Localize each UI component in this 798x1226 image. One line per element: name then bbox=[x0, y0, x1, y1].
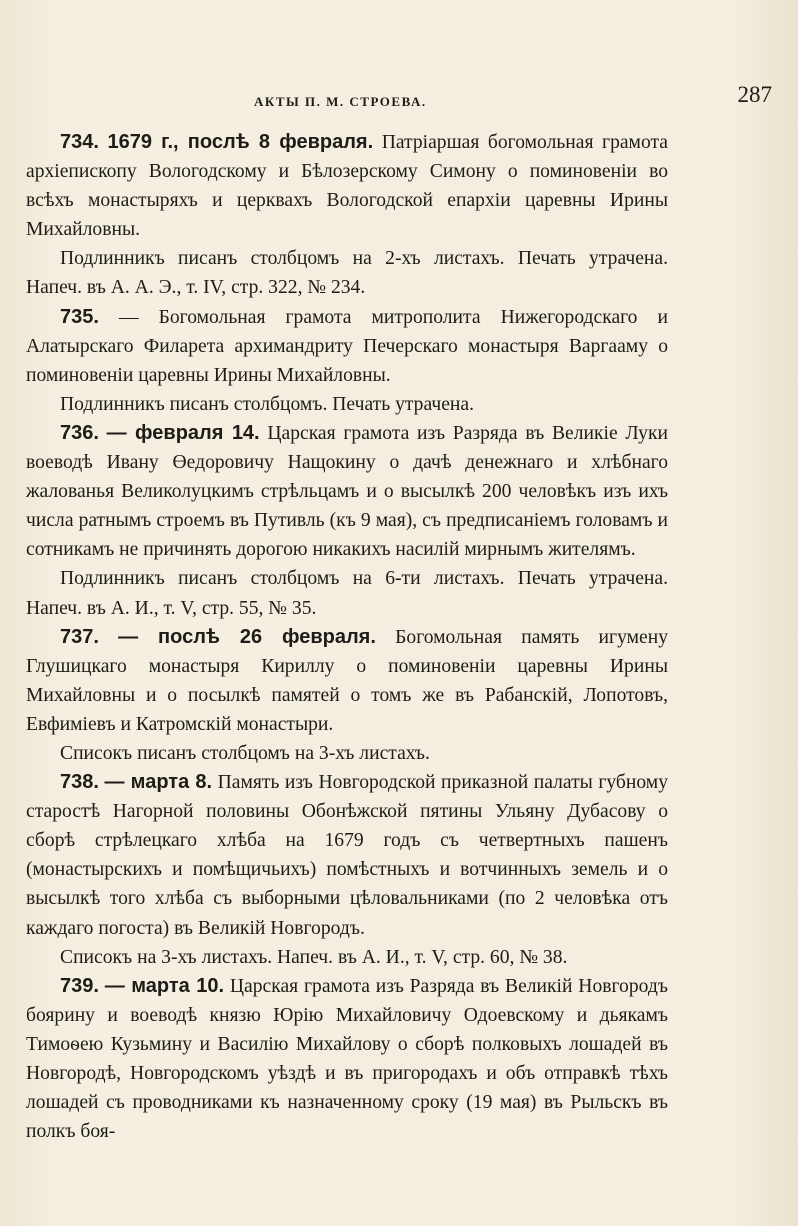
entry-number: 734. bbox=[60, 131, 99, 153]
entry-note: Подлинникъ писанъ столбцомъ. Печать утрачена. bbox=[60, 393, 475, 415]
page-header bbox=[24, 82, 772, 114]
entry-note: Подлинникъ писанъ столбцомъ на 2-хъ листахъ. Печать утрачена. Напеч. въ А. А. Э., т. IV, стр. 322, № 234. bbox=[26, 248, 668, 299]
entry-735 bbox=[26, 303, 668, 390]
body-text bbox=[26, 128, 668, 1146]
entry-date: — марта 8. bbox=[104, 771, 213, 794]
entry-text: Богомольная грамота митрополита Нижегородскаго и Алатырскаго Филарета архимандриту Печерскаго монастыря Варгааму о поминовеніи царевны Ирины Михайловны. bbox=[26, 306, 668, 386]
entry-text: Память изъ Новгородской приказной палаты губному старостѣ Нагорной половины Обонѣжской пятины Ульяну Дубасову о сборѣ стрѣлецкаго хлѣба на 1679 годъ съ четвертныхъ пашенъ (монастырскихъ и помѣщичьихъ) помѣстныхъ и вотчинныхъ земель и о высылкѣ того хлѣба съ выборными цѣловальниками (по 2 человѣка отъ каждаго погоста) въ Великій Новгородъ. bbox=[26, 772, 669, 939]
page-number: 287 bbox=[737, 82, 772, 107]
entry-date: 1679 г., послѣ 8 февраля. bbox=[107, 131, 374, 153]
entry-number: 739. bbox=[60, 974, 99, 997]
entry-date: — bbox=[118, 306, 139, 328]
entry-number: 738. bbox=[60, 771, 99, 794]
running-title: АКТЫ П. М. СТРОЕВА. bbox=[254, 94, 427, 109]
entry-text: Патріаршая богомольная грамота архіепископу Вологодскому и Бѣлозерскому Симону о поминовеніи во всѣхъ монастыряхъ и церквахъ Вологодской епархіи царевны Ирины Михайловны. bbox=[26, 132, 668, 241]
entry-date: — послѣ 26 февраля. bbox=[118, 625, 376, 648]
entry-note: Списокъ на 3-хъ листахъ. Напеч. въ А. И., т. V, стр. 60, № 38. bbox=[60, 946, 568, 968]
entry-number: 737. bbox=[60, 625, 99, 648]
entry-738 bbox=[26, 768, 668, 943]
entry-737 bbox=[26, 623, 668, 739]
entry-734 bbox=[26, 128, 668, 244]
entry-number: 736. bbox=[60, 421, 99, 444]
entry-text: Царская грамота изъ Разряда въ Великій Новгородъ боярину и воеводѣ князю Юрію Михайловичу Одоевскому и дьякамъ Тимоѳею Кузьмину и Василію Михайлову о сборѣ полковыхъ лошадей въ Новгородѣ, Новгородскомъ уѣздѣ и въ пригородахъ и объ отправкѣ тѣхъ лошадей съ проводниками къ назначенному сроку (19 мая) въ Рыльскъ въ полкъ боя- bbox=[26, 975, 668, 1143]
entry-date: — марта 10. bbox=[104, 974, 225, 997]
entry-note: Списокъ писанъ столбцомъ на 3-хъ листахъ. bbox=[60, 742, 430, 764]
entry-note: Подлинникъ писанъ столбцомъ на 6-ти листахъ. Печать утрачена. Напеч. въ А. И., т. V, стр. 55, № 35. bbox=[26, 568, 668, 619]
entry-date: — февраля 14. bbox=[106, 421, 260, 444]
entry-739 bbox=[26, 972, 668, 1147]
entry-736 bbox=[26, 419, 668, 564]
entry-number: 735. bbox=[60, 305, 99, 328]
entry-text: Богомольная память игумену Глушицкаго монастыря Кириллу о поминовеніи царевны Ирины Михайловны и о посылкѣ памятей о томъ же въ Рабанскій, Лопотовъ, Евфиміевъ и Катромскій монастыри. bbox=[26, 626, 668, 735]
entry-text: Царская грамота изъ Разряда въ Великіе Луки воеводѣ Ивану Өедоровичу Нащокину о дачѣ денежнаго и хлѣбнаго жалованья Великолуцкимъ стрѣльцамъ и о высылкѣ 200 человѣкъ изъ ихъ числа ратнымъ строемъ въ Путивль (къ 9 мая), съ предписаніемъ головамъ и сотникамъ не причинять дорогою никакихъ насилій мирнымъ жителямъ. bbox=[26, 422, 668, 561]
